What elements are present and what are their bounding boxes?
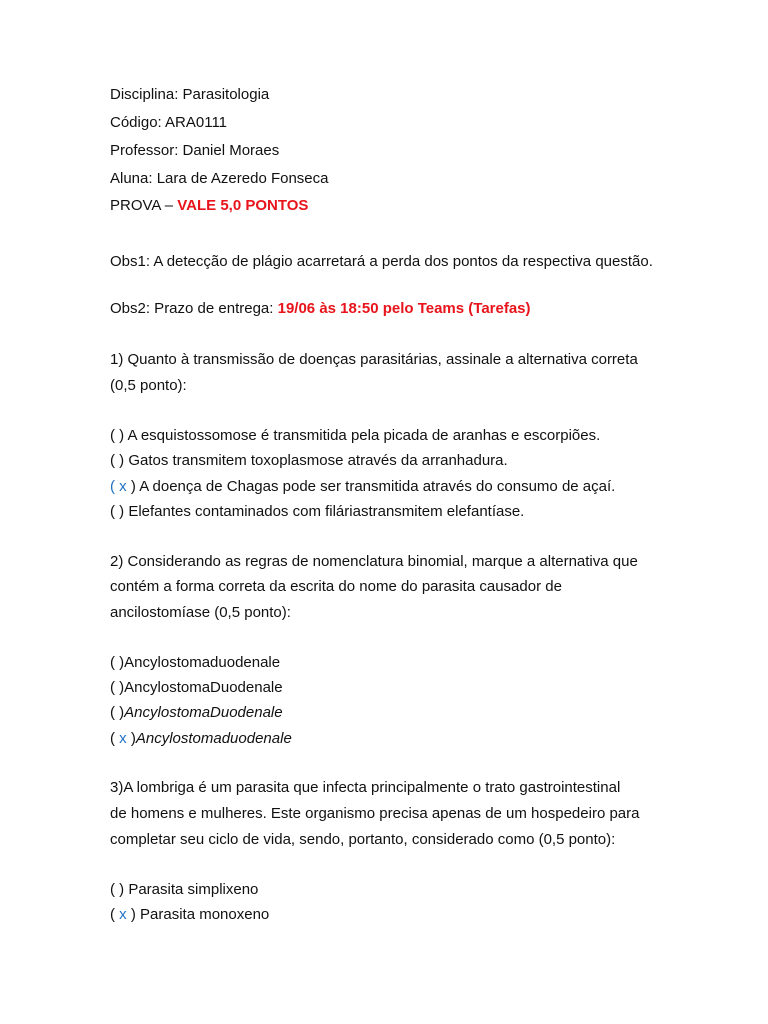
- option-mark: x: [119, 478, 127, 495]
- option-checkbox: ( ): [110, 679, 125, 696]
- option-label: Ancylostomaduodenale: [135, 730, 292, 747]
- question-1-option-c: [110, 478, 615, 496]
- note-deadline: [110, 300, 531, 318]
- option-mark: x: [119, 906, 127, 923]
- question-2-option-c: [110, 704, 283, 722]
- question-3-text-line-1: 3)A lombriga é um parasita que infecta principalmente o trato gastrointestinal: [110, 779, 621, 796]
- exam-value: VALE 5,0 PONTOS: [177, 197, 309, 214]
- option-label: A esquistossomose é transmitida pela picada de aranhas e escorpiões.: [127, 427, 601, 444]
- option-checkbox: ( ): [110, 881, 129, 898]
- option-checkbox: ( ): [110, 427, 128, 444]
- option-label: Ancylostomaduodenale: [124, 654, 281, 671]
- option-label: AncylostomaDuodenale: [124, 704, 283, 721]
- option-checkbox: ( ): [110, 503, 129, 520]
- option-checkbox-close: ): [126, 478, 140, 495]
- option-checkbox: ( ): [110, 452, 129, 469]
- question-1-text-line-2: (0,5 ponto):: [110, 377, 187, 394]
- question-1-option-d: [110, 503, 524, 521]
- student-line: Aluna: Lara de Azeredo Fonseca: [110, 170, 329, 187]
- question-2-text-line-1: 2) Considerando as regras de nomenclatura binomial, marque a alternativa que: [110, 553, 638, 570]
- deadline-value: 19/06 às 18:50 pelo Teams (Tarefas): [277, 300, 531, 317]
- question-2-option-a: [110, 654, 280, 672]
- option-label: Parasita simplixeno: [128, 881, 259, 898]
- option-checkbox-close: ): [126, 730, 136, 747]
- question-1-text-line-1: 1) Quanto à transmissão de doenças parasitárias, assinale a alternativa correta: [110, 351, 638, 368]
- question-2-text-line-2: contém a forma correta da escrita do nome do parasita causador de: [110, 578, 562, 595]
- option-checkbox: ( ): [110, 654, 125, 671]
- question-2-option-b: [110, 679, 283, 697]
- question-3-text-line-3: completar seu ciclo de vida, sendo, portanto, considerado como (0,5 ponto):: [110, 831, 616, 848]
- question-1-option-b: [110, 452, 508, 470]
- option-checkbox-open: (: [110, 478, 120, 495]
- option-checkbox-open: (: [110, 730, 120, 747]
- course-code-line: Código: ARA0111: [110, 114, 228, 131]
- option-label: AncylostomaDuodenale: [124, 679, 283, 696]
- exam-value-line: [110, 197, 308, 215]
- option-checkbox-close: ): [126, 906, 141, 923]
- option-label: Elefantes contaminados com filáriastransmitem elefantíase.: [128, 503, 525, 520]
- option-label: Gatos transmitem toxoplasmose através da arranhadura.: [128, 452, 508, 469]
- discipline-line: Disciplina: Parasitologia: [110, 86, 270, 103]
- question-2-text-line-3: ancilostomíase (0,5 ponto):: [110, 604, 291, 621]
- option-label: Parasita monoxeno: [140, 906, 270, 923]
- question-2-option-d: [110, 730, 292, 748]
- option-checkbox-open: (: [110, 906, 120, 923]
- option-checkbox: ( ): [110, 704, 125, 721]
- note-plagiarism: Obs1: A detecção de plágio acarretará a perda dos pontos da respectiva questão.: [110, 253, 653, 270]
- professor-line: Professor: Daniel Moraes: [110, 142, 280, 159]
- question-3-text-line-2: de homens e mulheres. Este organismo precisa apenas de um hospedeiro para: [110, 805, 640, 822]
- option-label: A doença de Chagas pode ser transmitida através do consumo de açaí.: [139, 478, 616, 495]
- question-3-option-a: [110, 881, 258, 899]
- question-1-option-a: [110, 427, 600, 445]
- option-mark: x: [119, 730, 127, 747]
- exam-label: PROVA –: [110, 197, 178, 214]
- question-3-option-b: [110, 906, 269, 924]
- deadline-label: Obs2: Prazo de entrega:: [110, 300, 278, 317]
